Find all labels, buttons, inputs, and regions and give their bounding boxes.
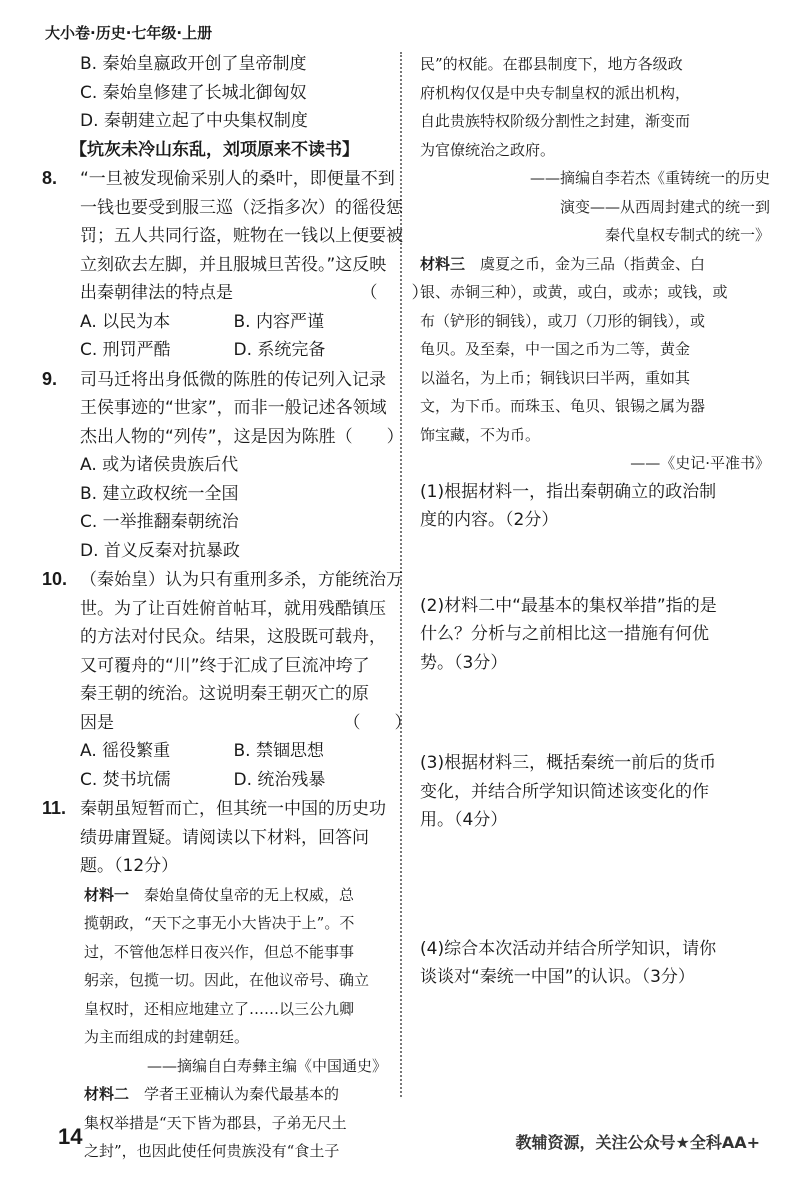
q10-options-row	[42, 737, 387, 766]
sub-question-2: (2)材料二中“最基本的集权举措”指的是	[420, 595, 717, 616]
q10-line: 因是 （ ）	[80, 712, 412, 733]
q10-option-d: D. 统治残暴	[233, 769, 326, 790]
q8-option-a: A. 以民为本	[80, 311, 171, 332]
q10-number: 10.	[42, 569, 68, 589]
q11-number: 11.	[42, 798, 67, 818]
sub-question-1: (1)根据材料一，指出秦朝确立的政治制	[420, 481, 717, 502]
sub-question-3: 变化，并结合所学知识简述该变化的作	[420, 781, 709, 802]
q10-line: 秦王朝的统治。这说明秦王朝灭亡的原	[80, 684, 369, 704]
material-2-cont: 府机构仅仅是中央专制皇权的派出机构，	[420, 83, 691, 102]
q9-option-d: D. 首义反秦对抗暴政	[80, 540, 240, 561]
q7-option-d: D. 秦朝建立起了中央集权制度	[80, 111, 308, 131]
material-1-line: 过，不管他怎样日夜兴作，但总不能事事	[84, 942, 355, 961]
material-1-line: 躬亲，包揽一切。因此，在他议帝号、确立	[84, 971, 370, 989]
q8-line: 8. “一旦被发现偷采别人的桑叶，即便量不到	[42, 164, 387, 194]
q8-number: 8.	[42, 168, 58, 188]
material-1-source: ——摘编自白寿彝主编《中国通史》	[146, 1056, 387, 1075]
q8-option-c: C. 刑罚严酷	[80, 340, 171, 360]
q10-line: 的方法对付民众。结果，这股既可载舟，	[80, 627, 386, 647]
q9-number: 9.	[42, 368, 58, 389]
sub-question-2: 势。（3分）	[420, 652, 508, 673]
sub-question-1: 度的内容。（2分）	[420, 510, 559, 530]
sub-question-2: 什么？分析与之前相比这一措施有何优	[420, 624, 709, 644]
answer-space[interactable]	[420, 535, 770, 592]
material-3-line: 材料三 虞夏之币，金为三品（指黄金、白	[420, 254, 706, 273]
material-1-line: 揽朝政，“天下之事无小大皆决于上”。不	[84, 914, 355, 932]
left-column	[42, 50, 429, 1166]
q11-line: 11. 秦朝虽短暂而亡，但其统一中国的历史功	[42, 794, 387, 824]
material-2-source: 秦代皇权专制式的统一》	[604, 226, 770, 244]
q8-option-b: B. 内容严谨	[233, 311, 324, 332]
q8-option-d: D. 系统完备	[233, 340, 326, 360]
material-1-line: 皇权时，还相应地建立了……以三公九卿	[84, 999, 355, 1018]
material-2-label: 材料二	[84, 1085, 130, 1103]
q8-options-row	[42, 308, 387, 337]
q8-line: 一钱也要受到服三巡（泛指多次）的徭役惩	[80, 197, 403, 218]
answer-space[interactable]	[420, 835, 770, 935]
q10-option-c: C. 焚书坑儒	[80, 769, 171, 790]
q10-line: 又可覆舟的“川”终于汇成了巨流冲垮了	[80, 655, 370, 676]
q8-line: 出秦朝律法的特点是 （ ）	[80, 283, 429, 303]
material-2-source: ——摘编自李若杰《重铸统一的历史	[529, 169, 770, 187]
material-2-line: 之封”，也因此使任何贵族没有“食土子	[84, 1142, 340, 1160]
q8-options-row	[42, 336, 387, 365]
q9-option-c: C. 一举推翻秦朝统治	[80, 512, 239, 532]
q10-option-b: B. 禁锢思想	[233, 741, 324, 761]
q7-option-b: B. 秦始皇嬴政开创了皇帝制度	[80, 54, 307, 74]
q10-line: 10. （秦始皇）认为只有重刑多杀，方能统治万	[42, 565, 387, 595]
section-tip: 【坑灰未冷山东乱，刘项原来不读书】	[70, 139, 359, 160]
sub-question-3: (3)根据材料三，概括秦统一前后的货币	[420, 753, 717, 773]
material-3-line: 饰宝藏，不为币。	[420, 425, 541, 444]
q8-line: 罚；五人共同行盗，赃物在一钱以上便要被	[80, 226, 403, 246]
material-2-cont: 自此贵族特权阶级分割性之封建，渐变而	[420, 112, 691, 130]
q10-option-a: A. 徭役繁重	[80, 741, 171, 761]
answer-space[interactable]	[420, 677, 770, 749]
material-3-line: 银、赤铜三种），或黄，或白，或赤；或钱，或	[420, 283, 728, 301]
q9-option-a: A. 或为诸侯贵族后代	[80, 455, 239, 475]
q8-line: 立刻砍去左脚，并且服城旦苦役。”这反映	[80, 254, 387, 275]
material-3-line: 布（铲形的铜钱），或刀（刀形的铜钱），或	[420, 311, 706, 330]
material-1-label: 材料一	[84, 885, 130, 904]
material-3-line: 以溢名，为上币；铜钱识曰半两，重如其	[420, 368, 691, 387]
material-1-line: 为主而组成的封建朝廷。	[84, 1028, 250, 1046]
material-2-cont: 民”的权能。在郡县制度下，地方各级政	[420, 55, 683, 73]
sub-question-4: 谈谈对“秦统一中国”的认识。（3分）	[420, 967, 695, 987]
material-3-source: ——《史记·平准书》	[630, 454, 770, 472]
running-header: 大小卷·历史·七年级·上册	[45, 24, 213, 42]
material-1-line: 材料一 秦始皇倚仗皇帝的无上权威，总	[84, 885, 355, 904]
footer-watermark: 教辅资源，关注公众号★全科AA+	[515, 1133, 760, 1152]
material-2-line: 集权举措是“天下皆为郡县，子弟无尺土	[84, 1113, 347, 1132]
q7-option-c: C. 秦始皇修建了长城北御匈奴	[80, 82, 307, 103]
right-column	[420, 50, 770, 992]
q9-line: 王侯事迹的“世家”，而非一般记述各领域	[80, 398, 387, 418]
material-2-source: 演变——从西周封建式的统一到	[559, 197, 770, 216]
q11-line: 题。（12分）	[80, 856, 179, 876]
q9-option-b: B. 建立政权统一全国	[80, 483, 239, 504]
material-2-cont: 为官僚统治之政府。	[420, 140, 556, 159]
material-2-line: 材料二 学者王亚楠认为秦代最基本的	[84, 1085, 340, 1103]
q9-line: 杰出人物的“列传”，这是因为陈胜（ ）	[80, 426, 404, 447]
q10-options-row	[42, 766, 387, 795]
sub-question-4: (4)综合本次活动并结合所学知识，请你	[420, 938, 717, 959]
material-3-line: 文，为下币。而珠玉、龟贝、银锡之属为器	[420, 397, 706, 415]
q10-line: 世。为了让百姓俯首帖耳，就用残酷镇压	[80, 598, 386, 619]
q11-line: 绩毋庸置疑。请阅读以下材料，回答问	[80, 827, 369, 848]
material-3-line: 龟贝。及至秦，中一国之币为二等，黄金	[420, 340, 691, 358]
sub-question-3: 用。（4分）	[420, 810, 508, 830]
page-number: 14	[58, 1124, 83, 1149]
q9-line: 9. 司马迁将出身低微的陈胜的传记列入记录	[42, 365, 387, 395]
material-3-label: 材料三	[420, 254, 466, 273]
